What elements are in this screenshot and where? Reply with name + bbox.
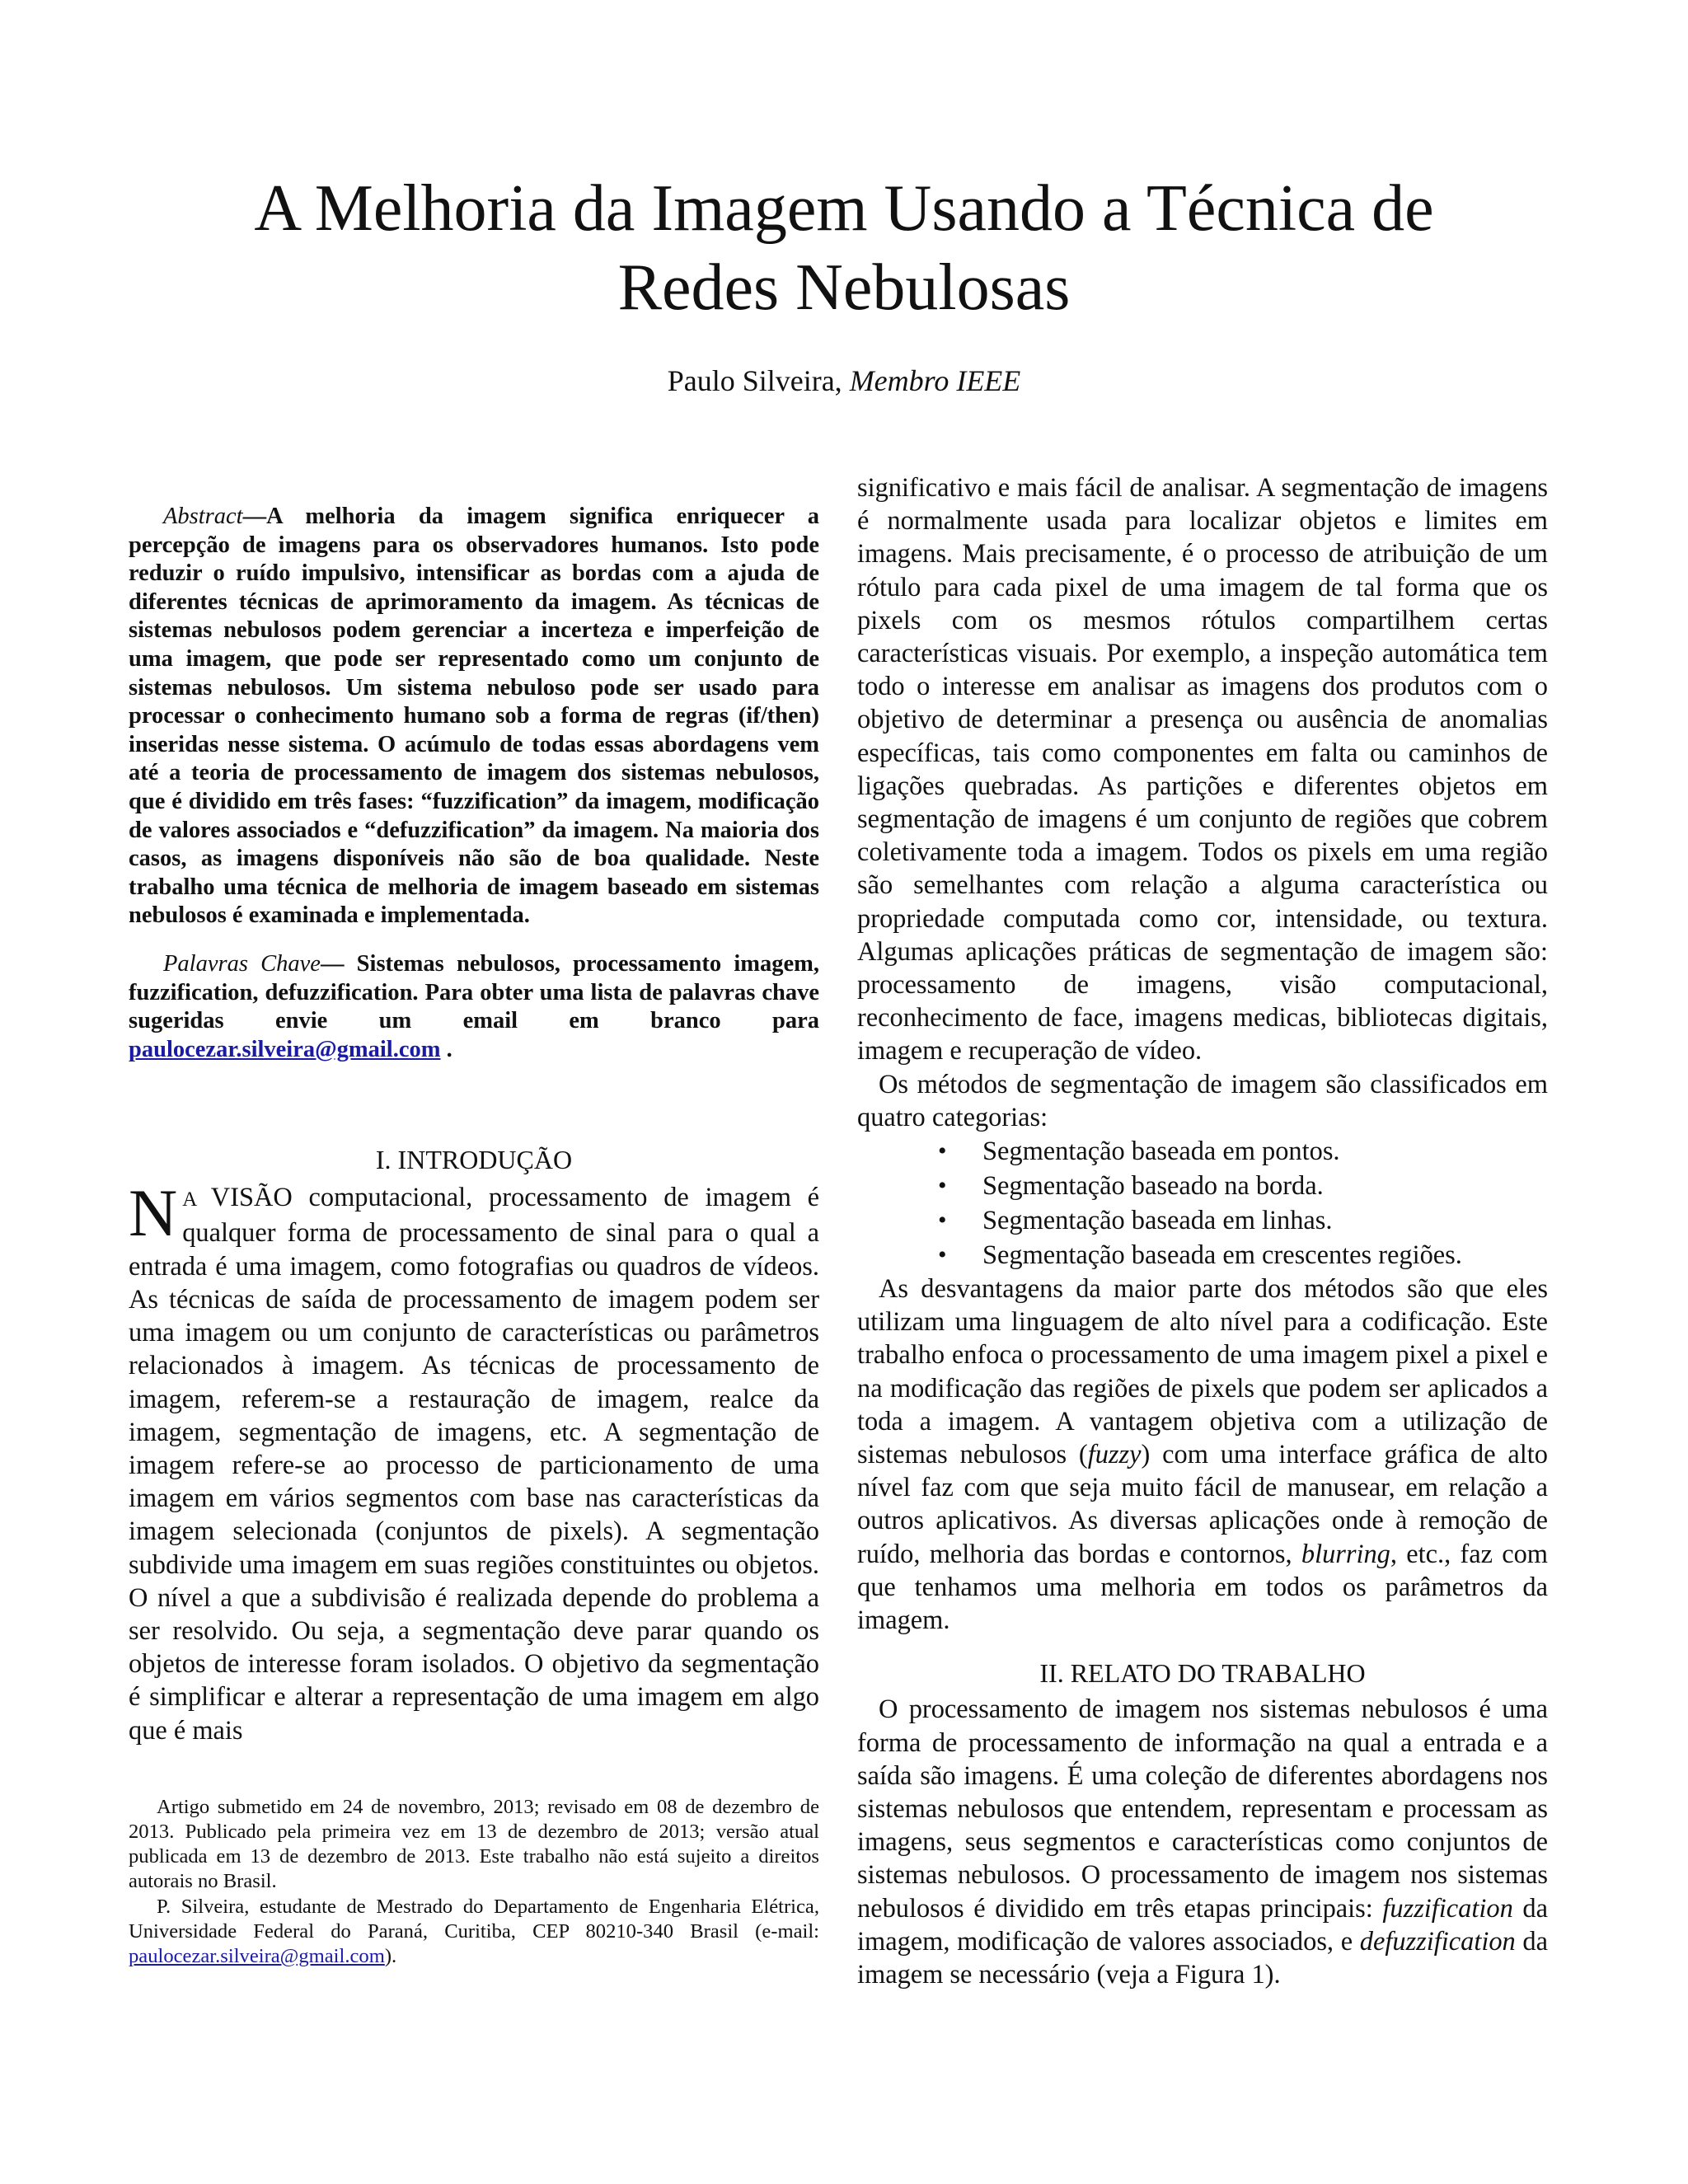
- abstract-paragraph: [129, 503, 819, 930]
- list-item: • Segmentação baseada em linhas.: [857, 1203, 1548, 1238]
- keywords-text: — Sistemas nebulosos, processamento imagem, fuzzification, defuzzification. Para obter uma lista de palavras chave sugeridas envie um email em branco para: [129, 950, 819, 1034]
- title-line-1: A Melhoria da Imagem Usando a Técnica de: [254, 172, 1434, 245]
- disadvantages-text-c: , etc., faz com que tenhamos uma melhoria em todos os parâmetros da imagem.: [857, 1539, 1548, 1636]
- disadvantages-text-a: As desvantagens da maior parte dos métodos são que eles utilizam uma linguagem de alto nível para a codificação. Este trabalho enfoca o processamento de uma imagem pixel a pixel e na modificação das regiões de pixels que podem ser aplicados a toda a imagem. A vantagem objetiva com a utilização de sistemas nebulosos (: [857, 1274, 1548, 1470]
- relato-text-a: O processamento de imagem nos sistemas nebulosos é uma forma de processamento de informação na qual a entrada e a saída são imagens. É uma coleção de diferentes abordagens nos sistemas nebulosos que entendem, representam e processam as imagens, seus segmentos e características como conjuntos de sistemas nebulosos. O processamento de imagem nos sistemas nebulosos é dividido em três etapas principais:: [857, 1694, 1548, 1924]
- segmentation-paragraph: significativo e mais fácil de analisar. A segmentação de imagens é normalmente usada para localizar objetos e limites em imagens. Mais precisamente, é o processo de atribuição de um rótulo para cada pixel de uma imagem de tal forma que os pixels com os mesmos rótulos compartilhem certas características visuais. Por exemplo, a inspeção automática tem todo o interesse em analisar as imagens dos produtos com o objetivo de determinar a presença ou ausência de anomalias específicas, tais como componentes em falta ou caminhos de ligações quebradas. As partições e diferentes objetos em segmentação de imagens é um conjunto de regiões que cobrem coletivamente toda a imagem. Todos os pixels em uma região são semelhantes com relação a alguma característica ou propriedade computada como cor, intensidade, ou textura. Algumas aplicações práticas de segmentação de imagem são: processamento de imagens, visão computacional, reconhecimento de face, imagens medicas, bibliotecas digitais, imagem e recuperação de vídeo.: [857, 473, 1548, 1066]
- list-item: • Segmentação baseada em crescentes regiões.: [857, 1238, 1548, 1272]
- introduction-paragraph: [129, 1175, 819, 1746]
- footnotes: [129, 1795, 819, 1969]
- abstract-text: —A melhoria da imagem significa enriquecer a percepção de imagens para os observadores humanos. Isto pode reduzir o ruído impulsivo, intensificar as bordas com a ajuda de diferentes técnicas de aprimoramento da imagem. As técnicas de sistemas nebulosos podem gerenciar a incerteza e imperfeição de uma imagem, que pode ser representado como um conjunto de sistemas nebulosos. Um sistema nebuloso pode ser usado para processar o conhecimento humano sob a forma de regras (if/then) inseridas nesse sistema. O acúmulo de todas essas abordagens vem até a teoria de processamento de imagem dos sistemas nebulosos, que é dividido em três fases: “fuzzification” da imagem, modificação de valores associados e “defuzzification” da imagem. Na maioria dos casos, as imagens disponíveis não são de boa qualidade. Neste trabalho uma técnica de melhoria de imagem baseado em sistemas nebulosos é examinada e implementada.: [129, 504, 819, 929]
- keywords-paragraph: [129, 950, 819, 1064]
- intro-text: VISÃO computacional, processamento de imagem é qualquer forma de processamento de sinal para o qual a entrada é uma imagem, como fotografias ou quadros de vídeos. As técnicas de saída de processamento de imagem podem ser uma imagem ou um conjunto de características ou parâmetros relacionados à imagem. As técnicas de processamento de imagem, referem-se a restauração de imagem, realce da imagem, segmentação de imagens, etc. A segmentação de imagem refere-se ao processo de particionamento de uma imagem em vários segmentos com base nas características da imagem selecionada (conjuntos de pixels). A segmentação subdivide uma imagem em suas regiões constituintes ou objetos. O nível a que a subdivisão é realizada depende do problema a ser resolvido. Ou seja, a segmentação deve parar quando os objetos de interesse foram isolados. O objetivo da segmentação é simplificar e alterar a representação de uma imagem em algo que é mais: [129, 1183, 819, 1746]
- author-membership: Membro IEEE: [849, 364, 1021, 397]
- keywords-email-link[interactable]: paulocezar.silveira@gmail.com: [129, 1036, 441, 1062]
- disadvantages-paragraph: [857, 1272, 1548, 1637]
- list-item: • Segmentação baseado na borda.: [857, 1169, 1548, 1203]
- section-heading-introduction: I. INTRODUÇÃO: [375, 1145, 573, 1175]
- author-name: Paulo Silveira,: [667, 364, 850, 397]
- list-item: • Segmentação baseada em pontos.: [857, 1134, 1548, 1169]
- footnote-author-text: P. Silveira, estudante de Mestrado do Departamento de Engenharia Elétrica, Universidade Federal do Paraná, Curitiba, CEP 80210-340 Brasil (e-mail:: [129, 1895, 819, 1943]
- footnote-author-end: ).: [384, 1944, 397, 1967]
- methods-intro-paragraph: Os métodos de segmentação de imagem são classificados em quatro categorias:: [857, 1069, 1548, 1132]
- footnote-author: [129, 1895, 819, 1970]
- fuzzification-term: fuzzification: [1382, 1893, 1513, 1924]
- author-line: [132, 363, 1556, 399]
- fuzzy-term: fuzzy: [1087, 1440, 1142, 1470]
- right-column: [857, 471, 1548, 1991]
- section-heading-relato: II. RELATO DO TRABALHO: [1039, 1658, 1366, 1689]
- abstract-label: Abstract: [163, 504, 243, 529]
- defuzzification-term: defuzzification: [1359, 1926, 1516, 1957]
- title-line-2: Redes Nebulosas: [617, 251, 1071, 324]
- disadvantages-text-b: ) com uma interface gráfica de alto nível faz com que seja muito fácil de manusear, em relação a outros aplicativos. As diversas aplicações onde à remoção de ruído, melhoria das bordas e contornos,: [857, 1440, 1549, 1569]
- segmentation-methods-list: [857, 1134, 1548, 1272]
- relato-paragraph: [857, 1693, 1548, 1991]
- intro-small-caps: A: [182, 1188, 211, 1212]
- relato-text-c: da imagem se necessário (veja a Figura 1).: [857, 1926, 1549, 1990]
- left-column: [129, 471, 819, 1969]
- footnote-email-link[interactable]: paulocezar.silveira@gmail.com: [129, 1944, 385, 1967]
- footnote-submission: Artigo submetido em 24 de novembro, 2013; revisado em 08 de dezembro de 2013. Publicado pela primeira vez em 13 de dezembro de 2013; versão atual publicada em 13 de dezembro de 2013. Este trabalho não está sujeito a direitos autorais no Brasil.: [129, 1795, 819, 1893]
- paper-title: [132, 169, 1556, 327]
- drop-cap: N: [129, 1175, 178, 1251]
- keywords-label: Palavras Chave: [163, 950, 321, 977]
- relato-text-b: da imagem, modificação de valores associados, e: [857, 1893, 1548, 1957]
- blurring-term: blurring: [1301, 1539, 1390, 1569]
- keywords-trail: .: [440, 1036, 452, 1062]
